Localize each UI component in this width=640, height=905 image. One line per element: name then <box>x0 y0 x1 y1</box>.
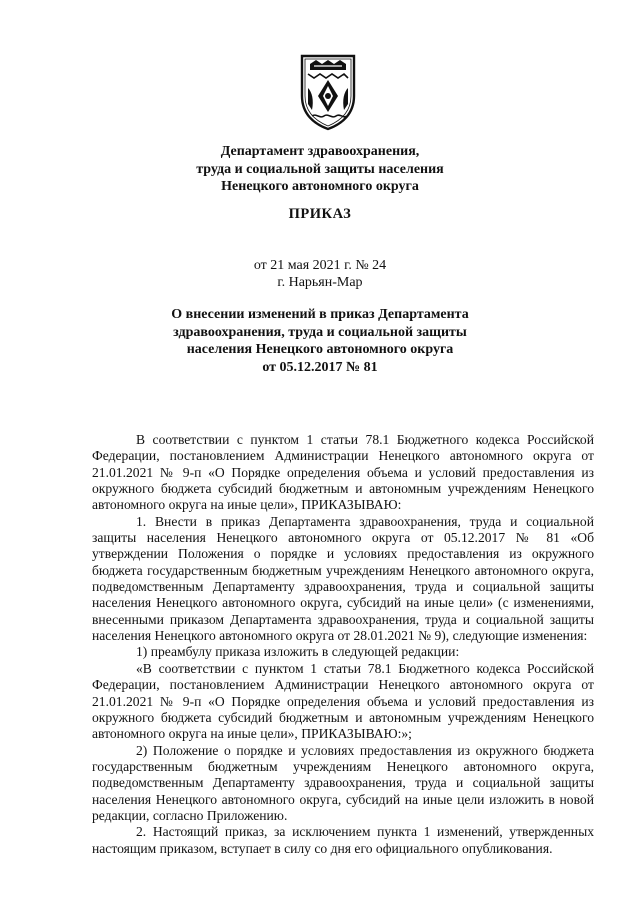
paragraph-subitem-2: 2) Положение о порядке и условиях предоставления из окружного бюджета государственным бюджетным учреждениям Ненецкого автономного округа, подведомственным Департаменту здравоохранения, труда и социальной защиты населения Ненецкого автономного округа, субсидий на иные цели изложить в новой редакции, согласно Приложению. <box>92 742 594 823</box>
order-title: ПРИКАЗ <box>288 206 352 222</box>
department-line-3: Ненецкого автономного округа <box>221 179 419 194</box>
subject-line-3: населения Ненецкого автономного округа <box>186 342 454 357</box>
order-body <box>92 432 594 857</box>
paragraph-item-2: 2. Настоящий приказ, за исключением пункта 1 изменений, утвержденных настоящим приказом, вступает в силу со дня его официального опубликования. <box>92 824 594 856</box>
order-city: г. Нарьян-Мар <box>277 275 363 290</box>
department-line-2: труда и социальной защиты населения <box>196 161 444 177</box>
paragraph-item-1: 1. Внести в приказ Департамента здравоохранения, труда и социальной защиты населения Ненецкого автономного округа от 05.12.2017 № 81 «Об утверждении Положения о порядке и условиях предоставления из окружного бюджета государственным бюджетным учреждениям Ненецкого автономного округа, подведомственным Департаменту здравоохранения, труда и социальной защиты населения Ненецкого автономного округа, субсидий на иные цели» (с изменениями, внесенными приказом Департамента здравоохранения, труда и социальной защиты населения Ненецкого автономного округа от 28.01.2021 № 9), следующие изменения: <box>92 513 594 644</box>
paragraph-preamble: В соответствии с пунктом 1 статьи 78.1 Бюджетного кодекса Российской Федерации, постановлением Администрации Ненецкого автономного округа от 21.01.2021 № 9-п «О Порядке определения объема и условий предоставления из окружного бюджета субсидий бюджетным и автономным учреждениям Ненецкого автономного округа на иные цели», ПРИКАЗЫВАЮ: <box>92 432 594 513</box>
department-line-1: Департамент здравоохранения, <box>220 144 420 159</box>
department-name <box>0 143 640 196</box>
paragraph-new-preamble: «В соответствии с пунктом 1 статьи 78.1 Бюджетного кодекса Российской Федерации, постановлением Администрации Ненецкого автономного округа от 21.01.2021 № 9-п «О Порядке определения объема и условий предоставления из окружного бюджета субсидий бюджетным и автономным учреждениям Ненецкого автономного округа на иные цели», ПРИКАЗЫВАЮ:»; <box>92 660 594 742</box>
coat-of-arms-emblem <box>296 52 360 132</box>
subject-line-1: О внесении изменений в приказ Департамента <box>171 307 469 322</box>
order-date-block <box>0 257 640 291</box>
subject-line-4: от 05.12.2017 № 81 <box>262 359 378 375</box>
order-subject <box>0 306 640 376</box>
paragraph-subitem-1: 1) преамбулу приказа изложить в следующей редакции: <box>136 644 460 660</box>
subject-line-2: здравоохранения, труда и социальной защиты <box>173 324 467 340</box>
order-date: от 21 мая 2021 г. № 24 <box>253 258 387 273</box>
